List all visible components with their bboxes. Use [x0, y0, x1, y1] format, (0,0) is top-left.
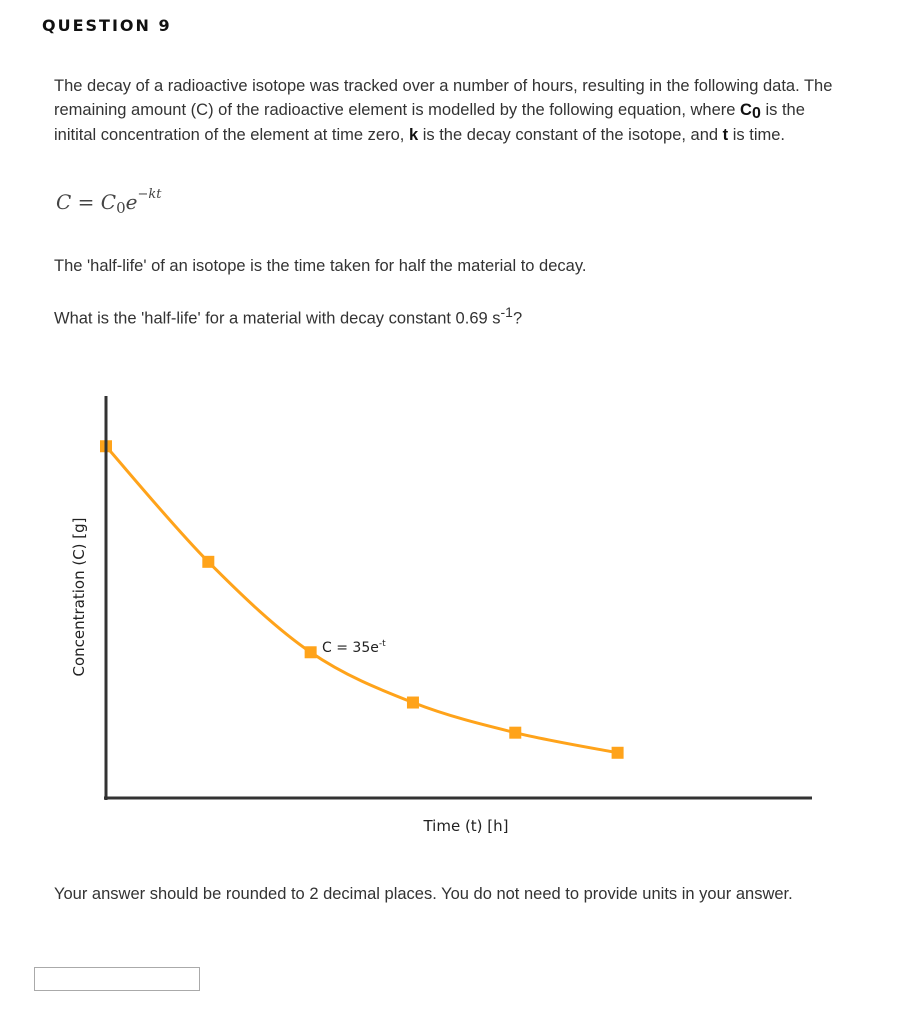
half-life-definition: The 'half-life' of an isotope is the time taken for half the material to decay.	[54, 257, 587, 275]
x-axis-label: Time (t) [h]	[423, 817, 509, 835]
decay-curve	[106, 446, 618, 753]
answer-input[interactable]	[34, 967, 200, 991]
question-prompt: What is the 'half-life' for a material with decay constant 0.69 $s^{-1}$?	[54, 304, 523, 328]
intro-text-3: is the decay constant of the isotope, and	[418, 126, 723, 144]
answer-instructions: Your answer should be rounded to 2 decimal places. You do not need to provide units in your answer.	[54, 885, 793, 903]
data-point-marker	[509, 727, 521, 739]
intro-text-4: is time.	[728, 126, 786, 144]
data-point-marker	[407, 697, 419, 709]
intro-text-2: is the initital concentration of the element at time zero,	[54, 101, 805, 144]
data-point-marker	[612, 747, 624, 759]
c0-symbol: C0	[740, 101, 761, 122]
decay-equation: $C = C_0e^{-kt}$	[56, 187, 162, 217]
data-point-marker	[202, 556, 214, 568]
question-header: QUESTION 9	[42, 16, 172, 35]
t-symbol: t	[722, 126, 729, 144]
plot-layer	[100, 440, 624, 759]
intro-text-1: The decay of a radioactive isotope was tracked over a number of hours, resulting in the following data. The remaining amount (C) of the radioactive element is modelled by the following equation, where	[54, 77, 833, 119]
curve-annotation: $C = 35e^{-t}$	[322, 639, 386, 656]
data-point-marker	[305, 646, 317, 658]
y-axis-label: Concentration (C) [g]	[70, 517, 88, 677]
k-symbol: k	[408, 126, 419, 144]
